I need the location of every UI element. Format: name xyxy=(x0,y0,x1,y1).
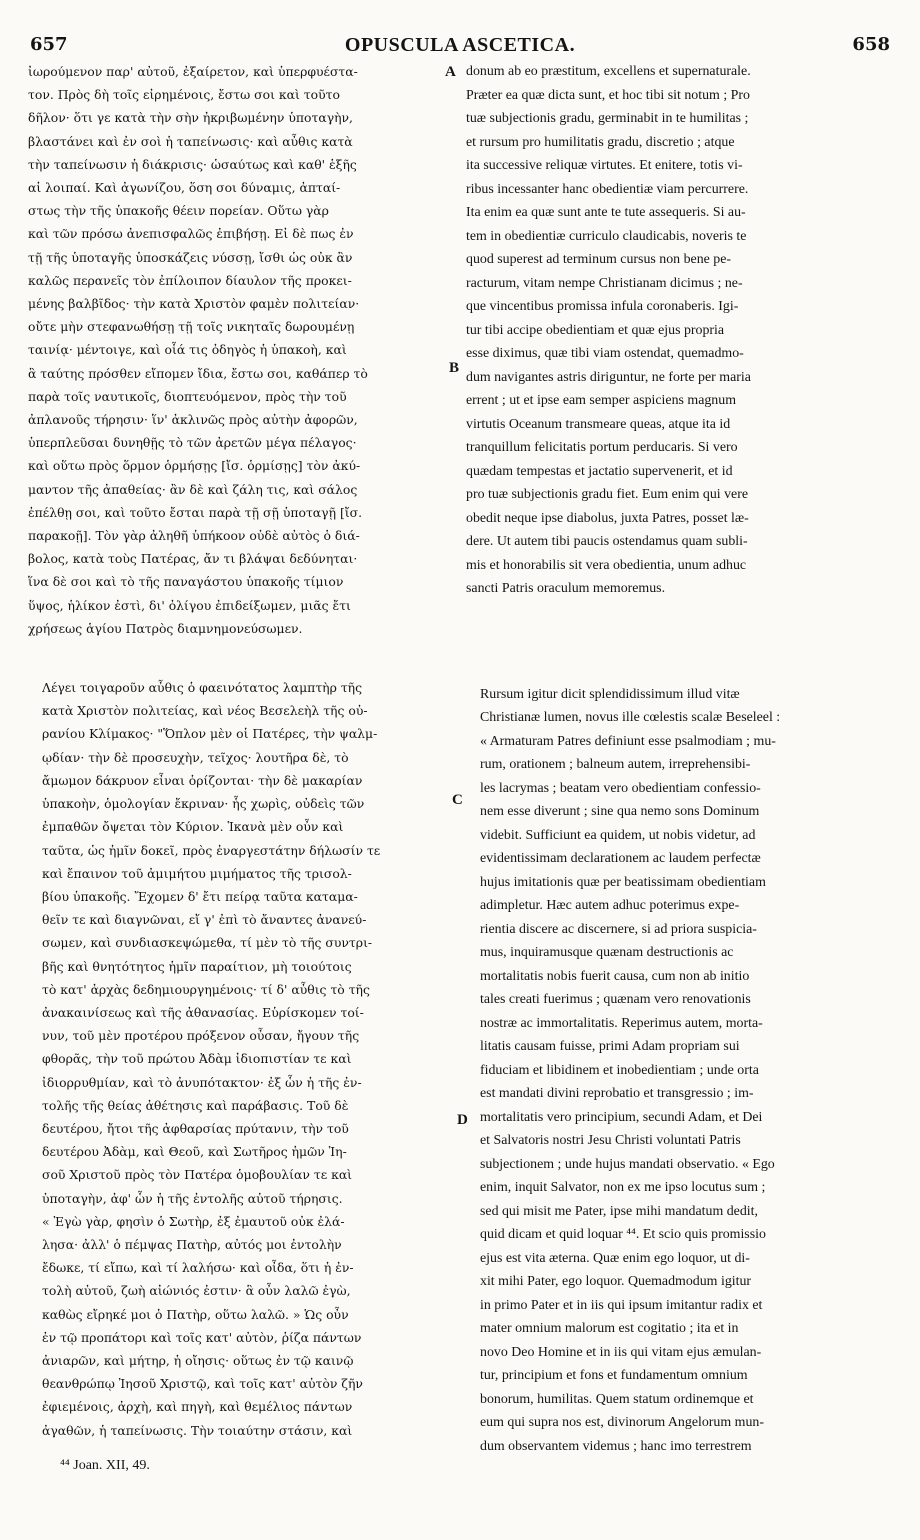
text-line: ἔδωκε, τί εἴπω, καὶ τί λαλήσω· καὶ οἶδα, ὅτι ἡ ἐν- xyxy=(42,1260,354,1276)
text-line: δευτέρου, ἤτοι τῆς ἀφθαρσίας πρύτανιν, τὴν τοῦ xyxy=(42,1120,349,1136)
text-line: ῳδίαν· τὴν δὲ προσευχὴν, τεῖχος· λουτῆρα δὲ, τὸ xyxy=(42,749,349,765)
text-line: αἱ λοιπαί. Καὶ ἀγωνίζου, ὅση σοι δύναμις, ἀπταί- xyxy=(28,180,341,196)
text-line: enim, inquit Salvator, non ex me ipso locutus sum ; xyxy=(480,1180,766,1195)
running-header xyxy=(30,34,890,60)
text-line: σοῦ Χριστοῦ πρὸς τὸν Πατέρα ὁμοβουλίαν τε καὶ xyxy=(42,1167,353,1183)
text-line: donum ab eo præstitum, excellens et supernaturale. xyxy=(466,64,751,79)
text-line: « Ἐγὼ γὰρ, φησὶν ὁ Σωτὴρ, ἐξ ἐμαυτοῦ οὐκ ἐλά- xyxy=(42,1213,345,1229)
text-line: βῆς καὶ θνητότητος ἡμῖν παραίτιον, μὴ τοιούτοις xyxy=(42,958,352,974)
text-line: ταινίᾳ· μέντοιγε, καὶ οἷά τις ὁδηγὸς ἡ ὑπακοὴ, καὶ xyxy=(28,342,347,358)
text-line: « Armaturam Patres definiunt esse psalmodiam ; mu- xyxy=(480,733,776,749)
text-line: ἵνα δὲ σοι καὶ τὸ τῆς παναγάστου ὑπακοῆς τίμιον xyxy=(28,574,344,590)
text-line: καὶ ἔπαινον τοῦ ἀμιμήτου μιμήματος τῆς τρισολ- xyxy=(42,865,352,881)
text-line: tur, principium et fons et fundamentum omnium xyxy=(480,1368,748,1383)
text-line: δευτέρου Ἀδὰμ, καὶ Θεοῦ, καὶ Σωτῆρος ἡμῶν Ἰη- xyxy=(42,1144,347,1160)
text-line: ἰωρούμενον παρ' αὐτοῦ, ἐξαίρετον, καὶ ὑπερφυέστα- xyxy=(28,64,358,79)
text-line: χρήσεως ἁγίου Πατρὸς διαμνημονεύσωμεν. xyxy=(28,620,303,636)
text-line: dere. Ut autem tibi paucis ostendamus quam subli- xyxy=(466,534,748,549)
text-line: sancti Patris oraculum memoremus. xyxy=(466,581,666,596)
text-line: mis et honorabilis sit vera obedientia, unum adhuc xyxy=(466,557,747,573)
text-line: ribus incessanter hanc obedientiæ viam percurrere. xyxy=(466,181,749,197)
text-line: καλῶς περανεῖς τὸν ἐπίλοιπον δίαυλον τῆς προκει- xyxy=(28,272,352,288)
margin-marker-b: B xyxy=(449,360,460,376)
text-line: Ita enim ea quæ sunt ante te tute assequeris. Si au- xyxy=(466,205,746,220)
text-line: σωμεν, καὶ συνδιασκεψώμεθα, τί μὲν τὸ τῆς συντρι- xyxy=(42,935,373,951)
text-line: μένης βαλβῖδος· τὴν κατὰ Χριστὸν φαμὲν πολιτείαν· xyxy=(28,296,360,312)
margin-marker-c: C xyxy=(452,792,463,808)
text-line: que vincentibus promissa infula coronaberis. Igi- xyxy=(466,299,739,314)
text-line: hujus imitationis quæ per beatissimam obedientiam xyxy=(480,874,766,890)
text-line: ejus est vita æterna. Quæ enim ego loquor, ut di- xyxy=(480,1250,750,1266)
text-line: errent ; ut et ipse eam semper aspiciens magnum xyxy=(466,393,737,408)
text-line: tranquillum felicitatis portum perducaris. Si vero xyxy=(466,440,738,455)
text-line: rientia discere ac discernere, si ad priora suspicia- xyxy=(480,921,757,937)
text-line: δῆλον· ὅτι γε κατὰ τὴν σὴν ἠκριβωμένην ὑποταγὴν, xyxy=(28,110,353,126)
text-line: ὑπερπλεῦσαι δυνηθῇς τὸ τῶν ἀρετῶν μέγα πέλαγος· xyxy=(28,435,357,451)
paragraph-gap xyxy=(466,601,894,683)
paragraph-gap xyxy=(28,640,454,676)
text-line: μαντον τῆς ἀπαθείας· ἂν δὲ καὶ ζάλη τις, καὶ σάλος xyxy=(28,481,358,497)
text-line: subjectionem ; unde hujus mandati observatio. « Ego xyxy=(480,1156,775,1172)
text-line: novo Deo Homine et in iis qui vitam ejus æmulan- xyxy=(480,1344,762,1360)
text-line: ἐπέλθῃ σοι, καὶ τοῦτο ἔσται παρὰ τῇ σῇ ὑποταγῇ [ἴσ. xyxy=(28,504,363,520)
text-line: τὴν ταπείνωσιν ἡ διάκρισις· ὡσαύτως καὶ καθ' ἑξῆς xyxy=(28,156,357,172)
text-line: βολος, κατὰ τοὺς Πατέρας, ἄν τι βλάψαι δεδύνηται· xyxy=(28,551,358,567)
greek-column xyxy=(28,60,454,1442)
text-line: ὕψος, ἡλίκον ἐστὶ, δι' ὀλίγου ἐπιδείξωμεν, μιᾶς ἔτι xyxy=(28,597,351,613)
text-line: κατὰ Χριστὸν πολιτείας, καὶ νέος Βεσελεὴλ τῆς οὐ- xyxy=(42,703,368,719)
text-line: dum observantem videmus ; hanc imo terrestrem xyxy=(480,1438,752,1454)
text-line: ἐφιεμένοις, ἀρχὴ, καὶ πηγὴ, καὶ θεμέλιος πάντων xyxy=(42,1399,353,1415)
text-line: virtutis Oceanum transmeare queas, atque ita id xyxy=(466,416,731,432)
text-line: mortalitatis vero principium, secundi Adam, et Dei xyxy=(480,1109,763,1125)
page-number-left: 657 xyxy=(30,34,68,55)
text-line: tur tibi accipe obedientiam et quæ ejus propria xyxy=(466,322,725,338)
text-line: Christianæ lumen, novus ille cœlestis scalæ Beseleel : xyxy=(480,710,781,725)
text-line: ἀνακαινίσεως καὶ τῆς ἀθανασίας. Εὑρίσκομεν τοί- xyxy=(42,1004,364,1020)
text-line: ἐν τῷ προπάτορι καὶ τοῖς κατ' αὐτὸν, ῥίζα πάντων xyxy=(42,1329,362,1345)
text-line: videbit. Sufficiunt ea quidem, ut nobis videtur, ad xyxy=(480,827,756,843)
text-line: pro tuæ subjectionis gradu fiet. Eum enim qui vere xyxy=(466,487,748,502)
text-line: νυν, τοῦ μὲν προτέρου πρόξενον οὖσαν, ἤγουν τῆς xyxy=(42,1028,360,1044)
latin-column xyxy=(466,60,894,1458)
text-line: καθὼς εἴρηκέ μοι ὁ Πατὴρ, οὕτω λαλῶ. » Ὡς οὖν xyxy=(42,1306,349,1322)
text-line: τολῆς τῆς θείας ἀθέτησις καὶ παράβασις. Τοῦ δὲ xyxy=(42,1097,349,1113)
text-line: τὸ κατ' ἀρχὰς δεδημιουργημένοις· τί δ' αὖθις τὸ τῆς xyxy=(42,981,370,997)
text-line: οὔτε μὴν στεφανωθήσῃ τῇ τοῖς νικηταῖς δωρουμένῃ xyxy=(28,319,355,335)
text-line: τολὴ αὐτοῦ, ζωὴ αἰώνιός ἐστιν· ἃ οὖν λαλῶ ἐγὼ, xyxy=(42,1283,351,1299)
text-line: ὑποταγὴν, ἀφ' ὧν ἡ τῆς ἐντολῆς αὐτοῦ τήρησις. xyxy=(42,1190,343,1206)
text-line: καὶ τῶν πρόσω ἀνεπισφαλῶς ἐπιβήσῃ. Εἰ δὲ πως ἐν xyxy=(28,226,354,242)
text-line: ἀγαθῶν, ἡ ταπείνωσις. Τὴν τοιαύτην στάσιν, καὶ xyxy=(42,1422,353,1438)
greek-paragraph xyxy=(28,676,454,1442)
text-line: sed qui misit me Pater, ipse mihi mandatum dedit, xyxy=(480,1203,758,1219)
text-line: adimpletur. Hæc autem adhuc poterimus expe- xyxy=(480,898,740,913)
text-line: θεῖν τε καὶ διαγνῶναι, εἴ γ' ἐπὶ τὸ ἄναντες ἀνανεύ- xyxy=(42,912,367,928)
text-line: dum navigantes astris diriguntur, ne forte per maria xyxy=(466,369,751,385)
text-line: Rursum igitur dicit splendidissimum illud vitæ xyxy=(480,686,740,702)
text-line: ὑπακοὴν, ὁμολογίαν ἔκριναν· ἧς χωρὶς, οὐδεὶς τῶν xyxy=(42,796,365,812)
text-line: quid dicam et quid loquar ⁴⁴. Et scio quis promissio xyxy=(480,1227,766,1242)
text-line: ἰδιορρυθμίαν, καὶ τὸ ἀνυπότακτον· ἐξ ὧν ἡ τῆς ἐν- xyxy=(42,1074,362,1090)
text-line: mater omnium malorum est cogitatio ; ita et in xyxy=(480,1321,739,1336)
text-line: βίου ὑπακοῆς. Ἔχομεν δ' ἔτι πείρᾳ ταῦτα καταμα- xyxy=(42,888,358,904)
text-line: quod superest ad terminum cursus non bene pe- xyxy=(466,252,732,267)
text-line: στως τὴν τῆς ὑπακοῆς θέειν πορείαν. Οὕτω γὰρ xyxy=(28,203,329,219)
text-line: καὶ οὕτω πρὸς ὅρμον ὁρμήσῃς [ἴσ. ὁρμίσῃς] τὸν ἀκύ- xyxy=(28,458,361,474)
latin-paragraph xyxy=(466,683,894,1459)
text-line: βλαστάνει καὶ ἐν σοὶ ἡ ταπείνωσις· καὶ αὖθις κατὰ xyxy=(28,133,353,149)
text-line: rum, orationem ; balneum autem, irreprehensibi- xyxy=(480,757,751,772)
text-line: xit mihi Pater, ego loquor. Quemadmodum igitur xyxy=(480,1274,752,1289)
text-line: τον. Πρὸς δὴ τοῖς εἰρημένοις, ἔστω σοι καὶ τοῦτο xyxy=(28,87,340,103)
text-line: fiduciam et libidinem et inobedientiam ; unde orta xyxy=(480,1062,759,1078)
text-line: quædam tempestas et jactatio supervenerit, et id xyxy=(466,463,733,479)
text-line: ita successive reliquæ virtutes. Et enitere, totis vi- xyxy=(466,158,743,173)
text-line: nem esse diverunt ; sine qua nemo sons Dominum xyxy=(480,804,760,819)
text-line: eum qui supra nos est, divinorum Angelorum mun- xyxy=(480,1415,764,1430)
text-line: mortalitatis nobis fuerit causa, cum non ab initio xyxy=(480,968,750,984)
text-line: mus, inquiramusque quænam destructionis ac xyxy=(480,945,734,960)
text-line: et Salvatoris nostri Jesu Christi voluntati Patris xyxy=(480,1133,741,1148)
text-line: ταῦτα, ὡς ἡμῖν δοκεῖ, πρὸς ἐναργεστάτην δήλωσίν τε xyxy=(42,842,381,858)
text-line: θεανθρώπῳ Ἰησοῦ Χριστῷ, καὶ τοῖς κατ' αὐτὸν ζῆν xyxy=(42,1376,363,1392)
footnote: ⁴⁴ Joan. XII, 49. xyxy=(60,1458,150,1473)
text-line: evidentissimam declarationem ac laudem perfectæ xyxy=(480,851,761,866)
text-line: tales creati fuerimus ; quænam vero renovationis xyxy=(480,992,751,1007)
text-line: λησα· ἀλλ' ὁ πέμψας Πατὴρ, αὐτός μοι ἐντολὴν xyxy=(42,1236,342,1252)
text-line: tem in obedientiæ curriculo claudicabis, noveris te xyxy=(466,228,747,244)
text-line: bonorum, humilitas. Quem statum ordinemque et xyxy=(480,1391,754,1407)
text-line: in primo Pater et in iis qui ipsum imitantur radix et xyxy=(480,1297,763,1313)
text-line: παρακοῇ]. Τὸν γὰρ ἀληθῆ ὑπήκοον οὐδὲ αὐτὸς ὁ διά- xyxy=(28,528,360,544)
latin-paragraph xyxy=(466,60,894,601)
text-line: et rursum pro humilitatis gradu, discretio ; atque xyxy=(466,134,735,150)
page-number-right: 658 xyxy=(852,34,890,55)
text-line: ἀνιαρῶν, καὶ μήτηρ, ἡ οἴησις· οὕτως ἐν τῷ καινῷ xyxy=(42,1352,354,1368)
text-line: Præter ea quæ dicta sunt, et hoc tibi sit notum ; Pro xyxy=(466,87,750,103)
text-line: παρὰ τοῖς ναυτικοῖς, διοπτευόμενον, πρὸς τὴν τοῦ xyxy=(28,388,347,404)
text-line: racturum, vitam nempe Christianam dicimus ; ne- xyxy=(466,275,743,291)
text-line: obedit neque ipse diabolus, juxta Patres, posset læ- xyxy=(466,510,749,526)
text-line: esse diximus, quæ tibi viam ostendat, quemadmo- xyxy=(466,346,744,361)
text-line: ἐμπαθῶν ὄψεται τὸν Κύριον. Ἱκανὰ μὲν οὖν καὶ xyxy=(42,819,344,835)
text-line: ἀπλανοῦς τήρησιν· ἵν' ἀκλινῶς πρὸς αὐτὴν ἀφορῶν, xyxy=(28,412,358,428)
running-title: OPUSCULA ASCETICA. xyxy=(344,34,576,56)
margin-marker-d: D xyxy=(457,1112,468,1128)
text-line: Λέγει τοιγαροῦν αὖθις ὁ φαεινότατος λαμπτὴρ τῆς xyxy=(42,680,363,696)
text-line: τῇ τῆς ὑποταγῆς ὑποσκάζεις νύσσῃ, ἴσθι ὡς οὐκ ἂν xyxy=(28,249,353,265)
text-line: litatis causam fuisse, primi Adam propriam sui xyxy=(480,1039,740,1054)
text-line: nostræ ac immortalitatis. Reperimus autem, morta- xyxy=(480,1015,763,1031)
text-line: ρανίου Κλίμακος· "Ὅπλον μὲν οἱ Πατέρες, τὴν ψαλμ- xyxy=(42,726,378,742)
text-line: tuæ subjectionis gradu, germinabit in te humilitas ; xyxy=(466,111,749,126)
text-line: ἄμωμον δάκρυον εἶναι ὁρίζονται· τὴν δὲ μακαρίαν xyxy=(42,772,363,788)
margin-marker-a: A xyxy=(445,64,456,80)
text-line: est mandati divini reprobatio et transgressio ; im- xyxy=(480,1086,754,1101)
text-line: les lacrymas ; beatam vero obedientiam confessio- xyxy=(480,780,761,796)
text-line: φθορᾶς, τὴν τοῦ πρώτου Ἀδὰμ ἰδιοπιστίαν τε καὶ xyxy=(42,1051,352,1067)
greek-paragraph xyxy=(28,60,454,640)
text-line: ἃ ταύτης πρόσθεν εἴπομεν ἴδια, ἔστω σοι, καθάπερ τὸ xyxy=(28,365,368,381)
